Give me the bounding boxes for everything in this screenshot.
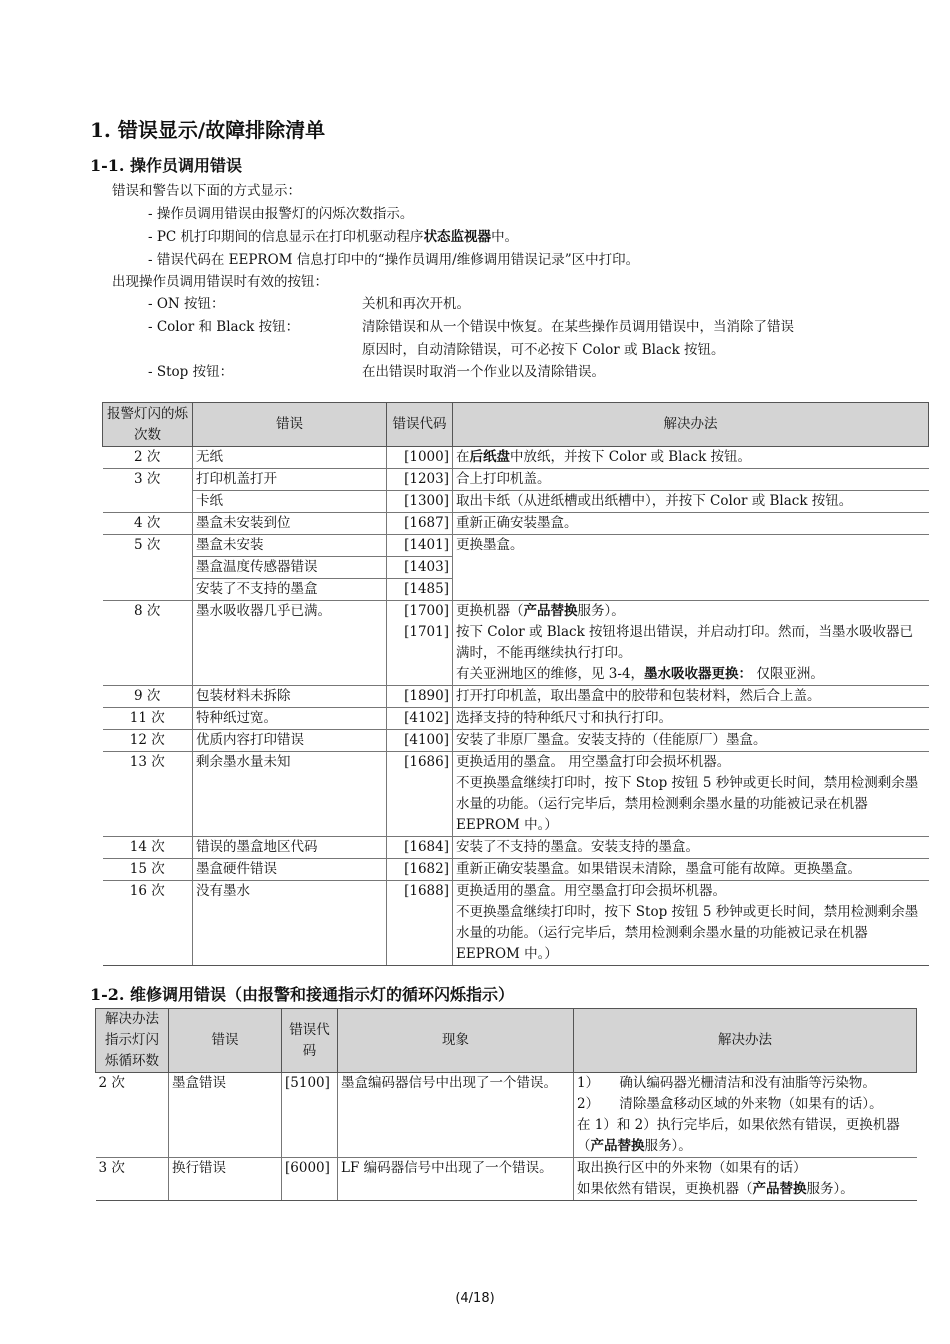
header-error: 错误 xyxy=(169,1009,282,1073)
section-1-title: 1. 错误显示/故障排除清单 xyxy=(90,118,326,142)
table-row: 15 次 墨盒硬件错误 [1682] 重新正确安装墨盒。如果错误未清除，墨盒可能有故障。更换墨盒。 xyxy=(103,859,929,881)
header-error: 错误 xyxy=(193,403,387,447)
section-1-2-title: 1-2. 维修调用错误（由报警和接通指示灯的循环闪烁指示） xyxy=(90,985,515,1004)
service-error-table xyxy=(95,1008,917,1201)
table-row: 2 次 墨盒错误 [5100] 墨盒编码器信号中出现了一个错误。 1） 确认编码器光栅清洁和没有油脂等污染物。 2） 清除墨盒移动区域的外来物（如果有的话）。 在 1）和 2）执行完毕后，如果依然有错误，更换机器（产品替换服务）。 xyxy=(96,1073,917,1158)
bullet-3: - 错误代码在 EEPROM 信息打印中的“操作员调用/维修调用错误记录”区中打印。 xyxy=(148,252,640,268)
button-on-desc: 关机和再次开机。 xyxy=(362,296,470,312)
header-cycle: 解决办法指示灯闪烁循环数 xyxy=(96,1009,169,1073)
table-row: 墨盒温度传感器错误 [1403] xyxy=(103,557,929,579)
table-row: 卡纸 [1300] 取出卡纸（从进纸槽或出纸槽中），并按下 Color 或 Black 按钮。 xyxy=(103,491,929,513)
button-color-desc-2: 原因时，自动清除错误，可不必按下 Color 或 Black 按钮。 xyxy=(362,342,725,358)
button-color-desc: 清除错误和从一个错误中恢复。在某些操作员调用错误中，当消除了错误 xyxy=(362,319,794,335)
button-on-label: - ON 按钮： xyxy=(148,296,225,312)
table-row: 12 次 优质内容打印错误 [4100] 安装了非原厂墨盒。安装支持的（佳能原厂）墨盒。 xyxy=(103,730,929,752)
page-number: (4/18) xyxy=(455,1291,495,1306)
header-code: 错误代码 xyxy=(282,1009,338,1073)
button-stop-desc: 在出错误时取消一个作业以及清除错误。 xyxy=(362,364,605,380)
bullet-2: - PC 机打印期间的信息显示在打印机驱动程序状态监视器中。 xyxy=(148,229,519,245)
intro-text: 错误和警告以下面的方式显示： xyxy=(112,183,301,199)
table-row: 13 次 剩余墨水量未知 [1686] 更换适用的墨盒。 用空墨盒打印会损坏机器。 不更换墨盒继续打印时，按下 Stop 按钮 5 秒钟或更长时间，禁用检测剩余墨水量的功能。（运行完毕后，禁用检测剩余墨水量的功能被记录在机器 EEPROM 中。） xyxy=(103,752,929,837)
table-row: 安装了不支持的墨盒 [1485] xyxy=(103,579,929,601)
table-row: 4 次 墨盒未安装到位 [1687] 重新正确安装墨盒。 xyxy=(103,513,929,535)
table-row: 9 次 包装材料未拆除 [1890] 打开打印机盖，取出墨盒中的胶带和包装材料，然后合上盖。 xyxy=(103,686,929,708)
bullet-1: - 操作员调用错误由报警灯的闪烁次数指示。 xyxy=(148,206,414,222)
header-code: 错误代码 xyxy=(387,403,453,447)
table-row: 2 次 无纸 [1000] 在后纸盘中放纸，并按下 Color 或 Black 按钮。 xyxy=(103,447,929,469)
button-stop-label: - Stop 按钮： xyxy=(148,364,234,380)
table-row: 8 次 墨水吸收器几乎已满。 [1700] [1701] 更换机器（产品替换服务）。 按下 Color 或 Black 按钮将退出错误，并启动打印。然而，当墨水吸收器已满时，不能再继续执行打印。 有关亚洲地区的维修，见 3-4，墨水吸收器更换： 仅限亚洲。 xyxy=(103,601,929,686)
table-row: 14 次 错误的墨盒地区代码 [1684] 安装了不支持的墨盒。安装支持的墨盒。 xyxy=(103,837,929,859)
button-color-label: - Color 和 Black 按钮： xyxy=(148,319,300,335)
table-row: 3 次 换行错误 [6000] LF 编码器信号中出现了一个错误。 取出换行区中的外来物（如果有的话） 如果依然有错误，更换机器（产品替换服务）。 xyxy=(96,1158,917,1201)
table-row: 3 次 打印机盖打开 [1203] 合上打印机盖。 xyxy=(103,469,929,491)
header-solution: 解决办法 xyxy=(574,1009,917,1073)
header-symptom: 现象 xyxy=(338,1009,574,1073)
header-solution: 解决办法 xyxy=(453,403,929,447)
table-row: 5 次 墨盒未安装 [1401] 更换墨盒。 xyxy=(103,535,929,557)
table-row: 11 次 特种纸过宽。 [4102] 选择支持的特种纸尺寸和执行打印。 xyxy=(103,708,929,730)
buttons-intro: 出现操作员调用错误时有效的按钮： xyxy=(112,274,328,290)
operator-error-table xyxy=(102,402,929,966)
header-count: 报警灯闪的烁次数 xyxy=(103,403,193,447)
section-1-1-title: 1-1. 操作员调用错误 xyxy=(90,156,243,175)
table-row: 16 次 没有墨水 [1688] 更换适用的墨盒。用空墨盒打印会损坏机器。 不更换墨盒继续打印时，按下 Stop 按钮 5 秒钟或更长时间，禁用检测剩余墨水量的功能。（运行完毕后，禁用检测剩余墨水量的功能被记录在机器 EEPROM 中。） xyxy=(103,881,929,966)
